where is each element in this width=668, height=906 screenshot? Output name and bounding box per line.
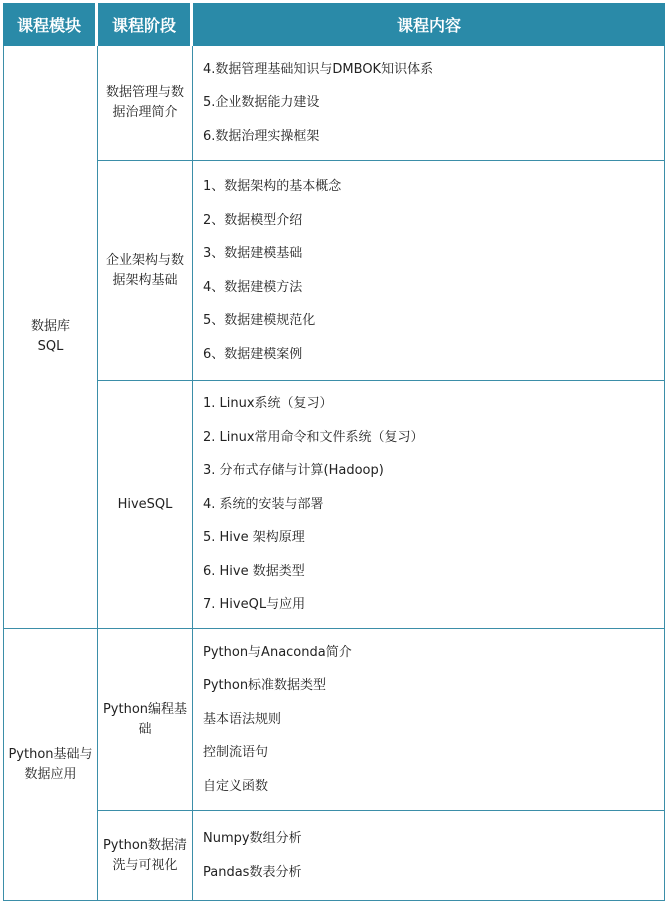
header-module: 课程模块 [3, 3, 98, 46]
stage-cell [98, 161, 193, 381]
content-list [193, 53, 664, 154]
content-cell [193, 629, 665, 811]
table-row [3, 46, 665, 161]
stage-cell [98, 46, 193, 161]
list-item: Python标准数据类型 [203, 678, 327, 694]
list-item: 4. 系统的安装与部署 [203, 496, 324, 512]
stage-cell [98, 811, 193, 901]
list-item: 自定义函数 [203, 778, 269, 794]
content-cell [193, 46, 665, 161]
list-item: 控制流语句 [203, 745, 269, 761]
header-row [3, 3, 665, 46]
header-content: 课程内容 [193, 3, 665, 46]
table-row [3, 161, 665, 381]
table-row [3, 629, 665, 811]
list-item: Numpy数组分析 [203, 831, 302, 846]
list-item: 6.数据治理实操框架 [203, 128, 320, 144]
list-item: 7. HiveQL与应用 [203, 597, 306, 613]
list-item: 6、数据建模案例 [203, 346, 303, 362]
list-item: 4、数据建模方法 [203, 279, 303, 295]
module-name-line2: SQL [37, 339, 64, 354]
module-cell-python [3, 629, 98, 901]
stage-cell [98, 381, 193, 629]
stage-cell [98, 629, 193, 811]
stage-name: 企业架构与数据架构基础 [105, 252, 184, 288]
list-item: 4.数据管理基础知识与DMBOK知识体系 [203, 61, 434, 77]
list-item: 基本语法规则 [203, 711, 282, 727]
list-item: 5. Hive 架构原理 [203, 530, 305, 546]
content-cell [193, 381, 665, 629]
list-item: Python与Anaconda简介 [203, 644, 352, 660]
content-list [193, 387, 664, 622]
stage-name: HiveSQL [117, 496, 173, 512]
list-item: 6. Hive 数据类型 [203, 563, 305, 579]
stage-name: 数据管理与数据治理简介 [105, 85, 184, 120]
list-item: 1. Linux系统（复习） [203, 396, 333, 412]
module-name-line1: Python基础与数据应用 [8, 746, 93, 782]
content-list [193, 822, 664, 889]
module-name-line1: 数据库 [30, 319, 70, 334]
module-cell-database-sql [3, 46, 98, 629]
list-item: 2、数据模型介绍 [203, 212, 303, 228]
list-item: 5、数据建模规范化 [203, 313, 316, 328]
content-list [193, 636, 664, 804]
list-item: 3. 分布式存储与计算(Hadoop) [203, 463, 384, 479]
content-cell [193, 161, 665, 381]
list-item: 2. Linux常用命令和文件系统（复习） [203, 429, 424, 445]
list-item: 5.企业数据能力建设 [203, 95, 320, 111]
list-item: 1、数据架构的基本概念 [203, 179, 342, 194]
table-row [3, 381, 665, 629]
list-item: 3、数据建模基础 [203, 246, 303, 261]
list-item: Pandas数表分析 [203, 864, 302, 880]
content-cell [193, 811, 665, 901]
header-stage: 课程阶段 [98, 3, 193, 46]
table-row [3, 811, 665, 901]
curriculum-table [3, 3, 665, 901]
stage-name: Python编程基础 [102, 701, 188, 737]
stage-name: Python数据清洗与可视化 [102, 837, 188, 873]
content-list [193, 170, 664, 371]
